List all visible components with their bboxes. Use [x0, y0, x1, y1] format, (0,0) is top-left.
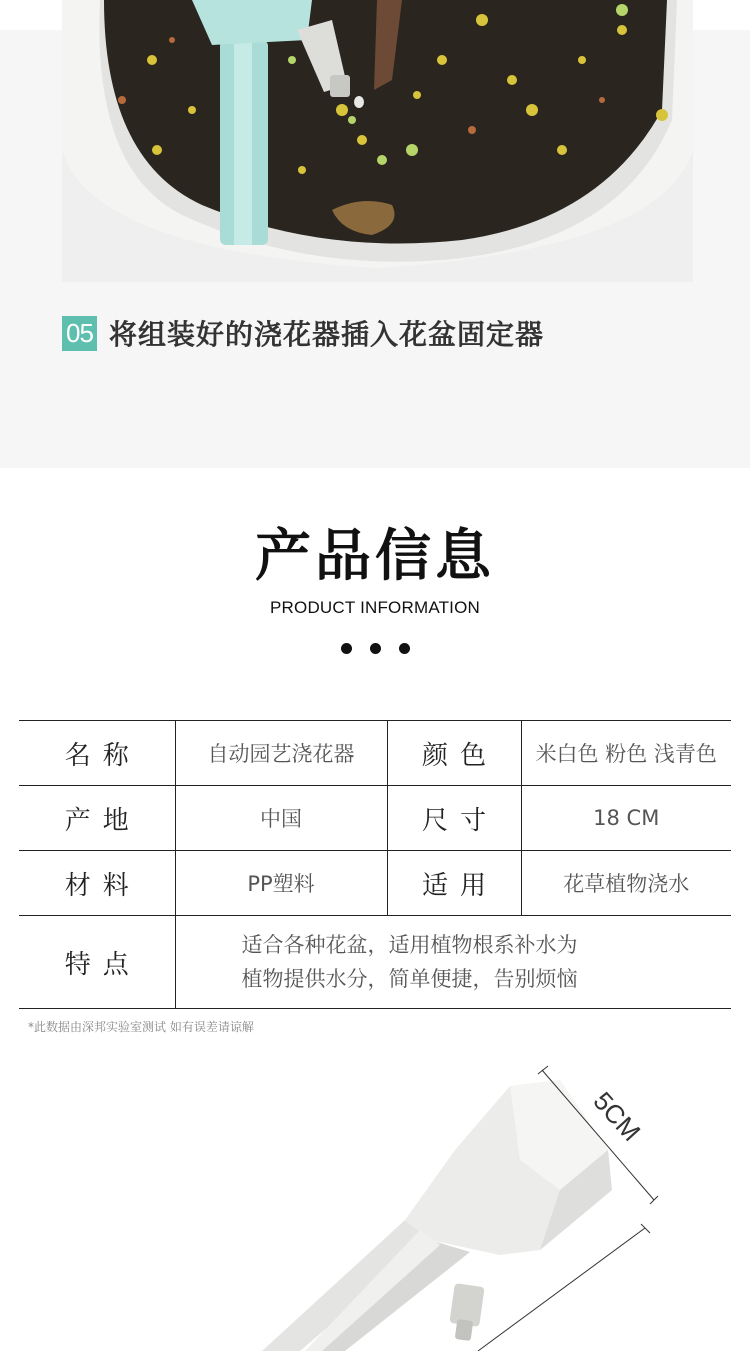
- spec-value-color: 米白色 粉色 浅青色: [521, 721, 731, 786]
- table-row: [19, 786, 731, 851]
- product-info-title: 产品信息: [255, 524, 495, 589]
- step-caption: [62, 315, 544, 351]
- spec-value-material: PP塑料: [175, 851, 387, 916]
- heading-dots: [0, 643, 750, 654]
- spec-label-origin: 产地: [19, 786, 175, 851]
- spec-value-feature: [175, 916, 731, 1009]
- dot: [399, 643, 410, 654]
- dot: [341, 643, 352, 654]
- spec-value-origin: 中国: [175, 786, 387, 851]
- plant-pot-photo: [62, 0, 693, 282]
- spec-label-color: 颜色: [387, 721, 521, 786]
- dot: [370, 643, 381, 654]
- feature-line-2: 植物提供水分，简单便捷，告别烦恼: [241, 967, 578, 991]
- table-row: [19, 851, 731, 916]
- spec-label-material: 材料: [19, 851, 175, 916]
- spec-label-usage: 适用: [387, 851, 521, 916]
- spec-label-name: 名称: [19, 721, 175, 786]
- spec-value-usage: 花草植物浇水: [521, 851, 731, 916]
- feature-line-1: 适合各种花盆，适用植物根系补水为: [241, 933, 578, 957]
- spec-label-feature: 特点: [19, 916, 175, 1009]
- step-number-badge: 05: [62, 316, 97, 351]
- product-info-subtitle: PRODUCT INFORMATION: [270, 598, 480, 617]
- disclaimer-note: *此数据由深邦实验室测试 如有误差请谅解: [28, 1020, 254, 1034]
- table-row: [19, 721, 731, 786]
- table-row: [19, 916, 731, 1009]
- spec-table: [19, 720, 731, 1009]
- spec-label-size: 尺寸: [387, 786, 521, 851]
- step-instruction: 将组装好的浇花器插入花盆固定器: [109, 318, 545, 351]
- spec-value-size: 18 CM: [521, 786, 731, 851]
- product-dimension-illustration: [0, 1040, 750, 1351]
- dimension-label: 5CM: [587, 1085, 647, 1147]
- step-section: [0, 0, 750, 468]
- spec-value-name: 自动园艺浇花器: [175, 721, 387, 786]
